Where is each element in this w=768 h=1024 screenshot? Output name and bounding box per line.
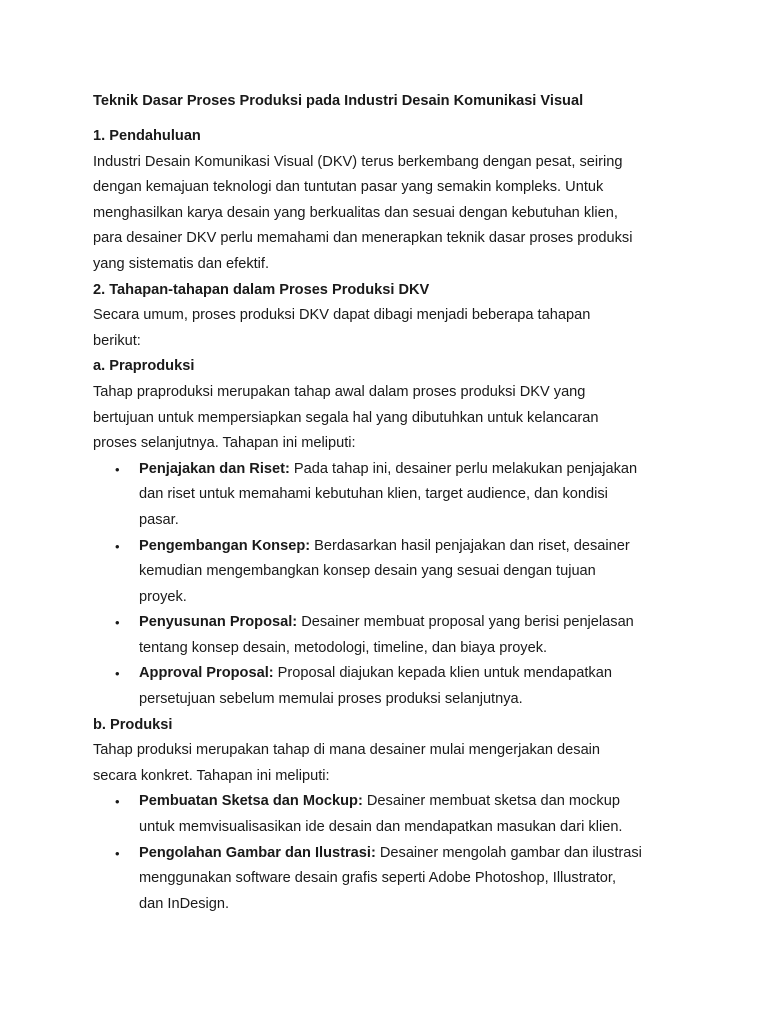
list-item-term: Pengembangan Konsep:: [139, 537, 311, 554]
document-title: Teknik Dasar Proses Produksi pada Industri Desain Komunikasi Visual: [93, 93, 584, 109]
list-item-text: Desainer mengolah gambar dan ilustrasi: [375, 844, 642, 861]
section-heading-stages: 2. Tahapan-tahapan dalam Proses Produksi DKV: [93, 281, 430, 298]
preproduction-paragraph: [93, 380, 693, 457]
list-item-line: menggunakan software desain grafis seperti Adobe Photoshop, Illustrator,: [139, 870, 617, 887]
paragraph-line: Industri Desain Komunikasi Visual (DKV) terus berkembang dengan pesat, seiring: [93, 153, 623, 170]
bullet-icon: •: [115, 461, 120, 477]
list-item-line: proyek.: [139, 588, 187, 605]
paragraph-line: Secara umum, proses produksi DKV dapat dibagi menjadi beberapa tahapan: [93, 307, 591, 324]
list-item: [93, 841, 693, 918]
paragraph-line: secara konkret. Tahapan ini meliputi:: [93, 767, 330, 784]
list-item-line: dan riset untuk memahami kebutuhan klien, target audience, dan kondisi: [139, 486, 608, 503]
list-item-line: kemudian mengembangkan konsep desain yang sesuai dengan tujuan: [139, 563, 596, 580]
list-item-line: dan InDesign.: [139, 895, 230, 912]
list-item-term: Penjajakan dan Riset:: [139, 460, 290, 477]
list-item: [93, 610, 693, 661]
list-item-text: Berdasarkan hasil penjajakan dan riset, desainer: [310, 537, 630, 554]
paragraph-line: yang sistematis dan efektif.: [93, 255, 270, 272]
list-item-term: Penyusunan Proposal:: [139, 614, 298, 631]
list-item: [93, 457, 693, 534]
subsection-heading-preproduction: a. Praproduksi: [93, 358, 195, 375]
stages-paragraph: [93, 303, 693, 354]
section-heading-intro: 1. Pendahuluan: [93, 128, 201, 144]
preproduction-list: [93, 457, 693, 713]
paragraph-line: bertujuan untuk mempersiapkan segala hal yang dibutuhkan untuk kelancaran: [93, 409, 599, 426]
list-item-text: Proposal diajukan kepada klien untuk mendapatkan: [273, 665, 612, 682]
bullet-icon: •: [115, 845, 120, 861]
paragraph-line: Tahap praproduksi merupakan tahap awal dalam proses produksi DKV yang: [93, 383, 586, 400]
list-item-line: tentang konsep desain, metodologi, timeline, dan biaya proyek.: [139, 639, 548, 656]
bullet-icon: •: [115, 794, 120, 810]
list-item-term: Pengolahan Gambar dan Ilustrasi:: [139, 844, 376, 861]
bullet-icon: •: [115, 538, 120, 554]
paragraph-line: proses selanjutnya. Tahapan ini meliputi:: [93, 435, 356, 452]
list-item-term: Pembuatan Sketsa dan Mockup:: [139, 793, 363, 810]
list-item-term: Approval Proposal:: [139, 665, 274, 682]
list-item: [93, 534, 693, 611]
production-paragraph: [93, 738, 693, 789]
production-list: [93, 789, 693, 917]
paragraph-line: dengan kemajuan teknologi dan tuntutan pasar yang semakin kompleks. Untuk: [93, 179, 604, 196]
list-item-line: untuk memvisualisasikan ide desain dan mendapatkan masukan dari klien.: [139, 819, 623, 836]
list-item: [93, 789, 693, 840]
list-item-text: Desainer membuat sketsa dan mockup: [362, 793, 620, 810]
paragraph-line: para desainer DKV perlu memahami dan menerapkan teknik dasar proses produksi: [93, 230, 633, 247]
intro-paragraph: [93, 150, 693, 278]
paragraph-line: berikut:: [93, 332, 141, 349]
list-item-text: Pada tahap ini, desainer perlu melakukan penjajakan: [289, 460, 638, 477]
paragraph-line: menghasilkan karya desain yang berkualitas dan sesuai dengan kebutuhan klien,: [93, 204, 618, 221]
bullet-icon: •: [115, 615, 120, 631]
list-item-line: persetujuan sebelum memulai proses produksi selanjutnya.: [139, 691, 523, 708]
subsection-heading-production: b. Produksi: [93, 716, 173, 733]
list-item-text: Desainer membuat proposal yang berisi penjelasan: [297, 614, 634, 631]
document-page: [93, 90, 693, 917]
bullet-icon: •: [115, 666, 120, 682]
list-item-line: pasar.: [139, 511, 179, 528]
list-item: [93, 661, 693, 712]
paragraph-line: Tahap produksi merupakan tahap di mana desainer mulai mengerjakan desain: [93, 742, 601, 759]
